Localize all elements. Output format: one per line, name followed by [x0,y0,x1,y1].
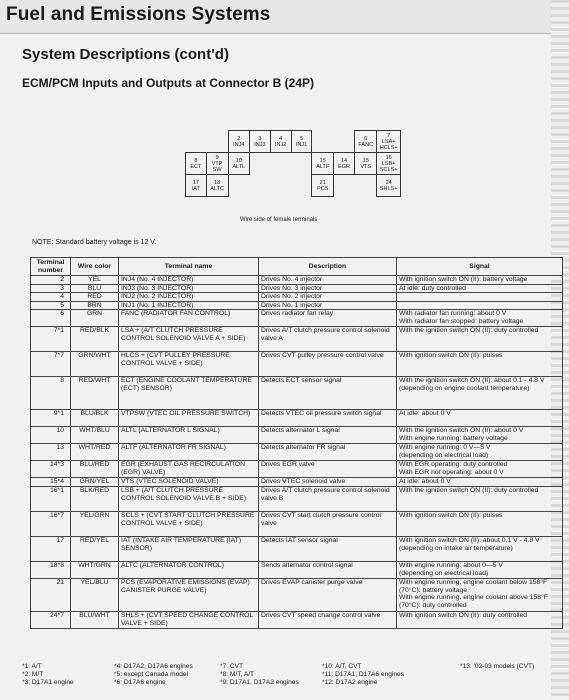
table-row [31,511,563,536]
signal-cell [397,301,563,310]
header-description: Description [259,258,397,276]
signal-cell: At idle: about 0 V [397,478,563,487]
footnote: *11: D17A1, D17A6 engines [322,671,404,678]
wire-color-cell: WHT/BLU [71,427,119,444]
footnote: *9: D17A1, D17A2 engines [220,679,299,686]
connector-cell: 24 SHLS+ [377,175,401,197]
header-terminal-name: Terminal name [119,258,259,276]
description-cell: Drives EVAP canister purge valve [259,578,397,611]
description-cell: Detects IAT sensor signal [259,536,397,561]
connector-cell [291,175,312,197]
wire-color-cell: BRN [71,301,119,310]
wire-color-cell: YEL/BLU [71,578,119,611]
connector-cell: 7 LSA+ HCLS+ [377,131,401,153]
terminal-number-cell: 16*7 [31,511,71,536]
connector-cell [334,131,355,153]
page-title: Fuel and Emissions Systems [6,4,271,25]
signal-cell: With radiator fan running: about 0 V With radiator fan stopped: battery voltage [397,310,563,327]
description-cell: Drives CVT speed change control valve [259,611,397,628]
terminal-name-cell: INJ1 (No. 1 INJECTOR) [119,301,259,310]
description-cell: Drives No. 4 injector [259,276,397,285]
terminal-name-cell: LSB + (A/T CLUTCH PRESSURE CONTROL SOLENOID VALVE B + SIDE) [119,486,259,511]
section-subtitle: System Descriptions (cont'd) [22,46,229,63]
terminal-number-cell: 6 [31,310,71,327]
terminal-number-cell: 13 [31,444,71,461]
connector-cell: 4 INJ2 [270,131,291,153]
terminal-name-cell: VTS (VTEC SOLENOID VALVE) [119,478,259,487]
wire-color-cell: RED/BLK [71,327,119,352]
terminal-number-cell: 7*7 [31,352,71,377]
connector-cell [186,131,207,153]
terminal-number-cell: 3 [31,284,71,293]
footnote: *13: '02-03 models (CVT) [460,663,535,670]
table-row [31,578,563,611]
description-cell: Drives CVT pulley pressure control valve [259,352,397,377]
connector-cell: 16 LSB+ SCLS+ [377,153,401,175]
signal-cell: With EGR operating: duty controlled With EGR not operating: about 0 V [397,461,563,478]
footnote: *4: D17A2, D17A6 engines [114,663,193,670]
terminal-number-cell: 16*1 [31,486,71,511]
wire-color-cell: YEL/GRN [71,511,119,536]
wire-color-cell: YEL [71,276,119,285]
connector-cell [270,153,291,175]
terminal-name-cell: FANC (RADIATOR FAN CONTROL) [119,310,259,327]
terminal-name-cell: HLCS + (CVT PULLEY PRESSURE CONTROL VALVE + SIDE) [119,352,259,377]
description-cell: Drives A/T clutch pressure control solenoid valve B [259,486,397,511]
signal-cell: At idle: about 0 V [397,410,563,427]
table-row [31,427,563,444]
wire-color-cell: GRN/WHT [71,352,119,377]
connector-cell [334,175,355,197]
terminal-name-cell: ALTF (ALTERNATOR FR SIGNAL) [119,444,259,461]
header-terminal: Terminal number [31,258,71,276]
terminal-number-cell: 10 [31,427,71,444]
connector-cell: 14 EGR [334,153,355,175]
wire-color-cell: WHT/RED [71,444,119,461]
wire-color-cell: BLK/RED [71,486,119,511]
signal-cell: With the ignition switch ON (II): about 0.1 - 4.8 V (depending on engine coolant temperature) [397,377,563,410]
terminal-name-cell: VTPSW (VTEC OIL PRESSURE SWITCH) [119,410,259,427]
table-row [31,352,563,377]
terminal-number-cell: 24*7 [31,611,71,628]
terminal-name-cell: EGR (EXHAUST GAS RECIRCULATION (EGR) VALVE) [119,461,259,478]
wire-color-cell: BLU/BLK [71,410,119,427]
footnote: *2: M/T [22,671,44,678]
footnote: *1: A/T [22,663,42,670]
connector-cell: 21 PCS [312,175,334,197]
table-row [31,377,563,410]
table-row [31,561,563,578]
terminal-name-cell: SHLS + (CVT SPEED CHANGE CONTROL VALVE + SIDE) [119,611,259,628]
table-row [31,486,563,511]
header-signal: Signal [397,258,563,276]
terminal-name-cell: PCS (EVAPORATIVE EMISSIONS (EVAP) CANISTER PURGE VALVE) [119,578,259,611]
terminal-number-cell: 2 [31,276,71,285]
terminal-name-cell: ALTL (ALTERNATOR L SIGNAL) [119,427,259,444]
description-cell: Drives VTEC solenoid valve [259,478,397,487]
wire-color-cell: WHT/GRN [71,561,119,578]
connector-cell: 10 ALTL [228,153,249,175]
table-row [31,461,563,478]
wire-color-cell: GRN [71,310,119,327]
description-cell: Detects VTEC oil pressure switch signal [259,410,397,427]
table-row [31,444,563,461]
description-cell: Drives A/T clutch pressure control solenoid valve A [259,327,397,352]
terminal-number-cell: 7*1 [31,327,71,352]
terminal-name-cell: INJ3 (No. 3 INJECTOR) [119,284,259,293]
header-bar [0,0,569,34]
terminal-name-cell: SCLS + (CVT START CLUTCH PRESSURE CONTROL VALVE + SIDE) [119,511,259,536]
terminal-number-cell: 18*8 [31,561,71,578]
connector-cell: 3 INJ3 [249,131,270,153]
connector-cell [270,175,291,197]
signal-cell: With ignition switch ON (II): pulses [397,352,563,377]
table-row [31,310,563,327]
connector-cell [249,153,270,175]
voltage-note: NOTE: Standard battery voltage is 12 V. [32,239,157,246]
signal-cell: With ignition switch ON (II): about 0.1 V - 4.8 V (depending on intake air temperature) [397,536,563,561]
connector-cell: 18 ALTC [206,175,228,197]
signal-cell: With the ignition switch ON (II): duty controlled [397,327,563,352]
table-row [31,410,563,427]
terminal-number-cell: 14*3 [31,461,71,478]
connector-cell: 2 INJ4 [228,131,249,153]
description-cell: Sends alternator control signal [259,561,397,578]
signal-cell: With engine running, engine coolant below 158°F (70°C): battery voltage With engine running, engine coolant above 158°F (70°C): duty controlled [397,578,563,611]
connector-section-title: ECM/PCM Inputs and Outputs at Connector B (24P) [22,76,315,90]
terminal-number-cell: 5 [31,301,71,310]
terminal-name-cell: ALTC (ALTERNATOR CONTROL) [119,561,259,578]
connector-caption: Wire side of female terminals [240,217,318,223]
signal-cell: With ignition switch ON (II): duty controlled [397,611,563,628]
wire-color-cell: BLU [71,284,119,293]
table-row [31,301,563,310]
description-cell: Drives No. 2 injector [259,293,397,302]
connector-diagram [185,130,401,204]
connector-cell [249,175,270,197]
table-row [31,293,563,302]
signal-cell [397,293,563,302]
wire-color-cell: RED/YEL [71,536,119,561]
signal-cell: With the ignition switch ON (II): about 0 V With engine running: battery voltage [397,427,563,444]
signal-cell: With ignition switch ON (II): pulses [397,511,563,536]
terminal-number-cell: 21 [31,578,71,611]
terminal-name-cell: INJ4 (No. 4 INJECTOR) [119,276,259,285]
table-row [31,276,563,285]
terminal-name-cell: IAT (INTAKE AIR TEMPERATURE (IAT) SENSOR) [119,536,259,561]
table-row [31,327,563,352]
terminal-number-cell: 8 [31,377,71,410]
wire-color-cell: BLU/RED [71,461,119,478]
terminal-name-cell: ECT (ENGINE COOLANT TEMPERATURE (ECT) SENSOR) [119,377,259,410]
terminal-table [30,257,563,629]
terminal-name-cell: LSA + (A/T CLUTCH PRESSURE CONTROL SOLENOID VALVE A + SIDE) [119,327,259,352]
description-cell: Detects alternator L signal [259,427,397,444]
footnote: *8: M/T, A/T [220,671,255,678]
terminal-number-cell: 17 [31,536,71,561]
connector-cell: 15 ALTF [312,153,334,175]
description-cell: Detects alternator FR signal [259,444,397,461]
terminal-number-cell: 15*4 [31,478,71,487]
connector-cell: 5 INJ1 [291,131,312,153]
footnote: *5: except Canada model [114,671,189,678]
signal-cell: With engine running: 0 V—5 V (depending on electrical load) [397,444,563,461]
footnote: *12: D17A2 engine [322,679,378,686]
footnote: *7: CVT [220,663,244,670]
footnote: *10: A/T, CVT [322,663,362,670]
connector-cell [291,153,312,175]
connector-cell: 17 IAT [186,175,207,197]
description-cell: Drives No. 3 injector [259,284,397,293]
signal-cell: With engine running: about 0—5 V (depending on electrical load) [397,561,563,578]
description-cell: Drives CVT start clutch pressure control valve [259,511,397,536]
table-row [31,284,563,293]
signal-cell: At idle: duty controlled [397,284,563,293]
footnote: *3: D17A1 engine [22,679,74,686]
connector-cell: 9 VTP SW [206,153,228,175]
signal-cell: With ignition switch ON (II): battery voltage [397,276,563,285]
table-row [31,478,563,487]
terminal-number-cell: 4 [31,293,71,302]
connector-cell: 15 VTS [355,153,377,175]
connector-cell: 6 FANC [355,131,377,153]
wire-color-cell: RED [71,293,119,302]
description-cell: Drives No. 1 injector [259,301,397,310]
connector-cell: 8 ECT [186,153,207,175]
connector-cell [228,175,249,197]
description-cell: Detects ECT sensor signal [259,377,397,410]
description-cell: Drives EGR valve [259,461,397,478]
wire-color-cell: RED/WHT [71,377,119,410]
table-row [31,536,563,561]
table-row [31,611,563,628]
signal-cell: With the ignition switch ON (II): duty controlled [397,486,563,511]
terminal-number-cell: 9*1 [31,410,71,427]
header-wire-color: Wire color [71,258,119,276]
connector-cell [355,175,377,197]
description-cell: Drives radiator fan relay [259,310,397,327]
wire-color-cell: BLU/WHT [71,611,119,628]
connector-cell [206,131,228,153]
terminal-name-cell: INJ2 (No. 2 INJECTOR) [119,293,259,302]
connector-cell [312,131,334,153]
footnote: *6: D17A6 engine [114,679,166,686]
wire-color-cell: GRN/YEL [71,478,119,487]
